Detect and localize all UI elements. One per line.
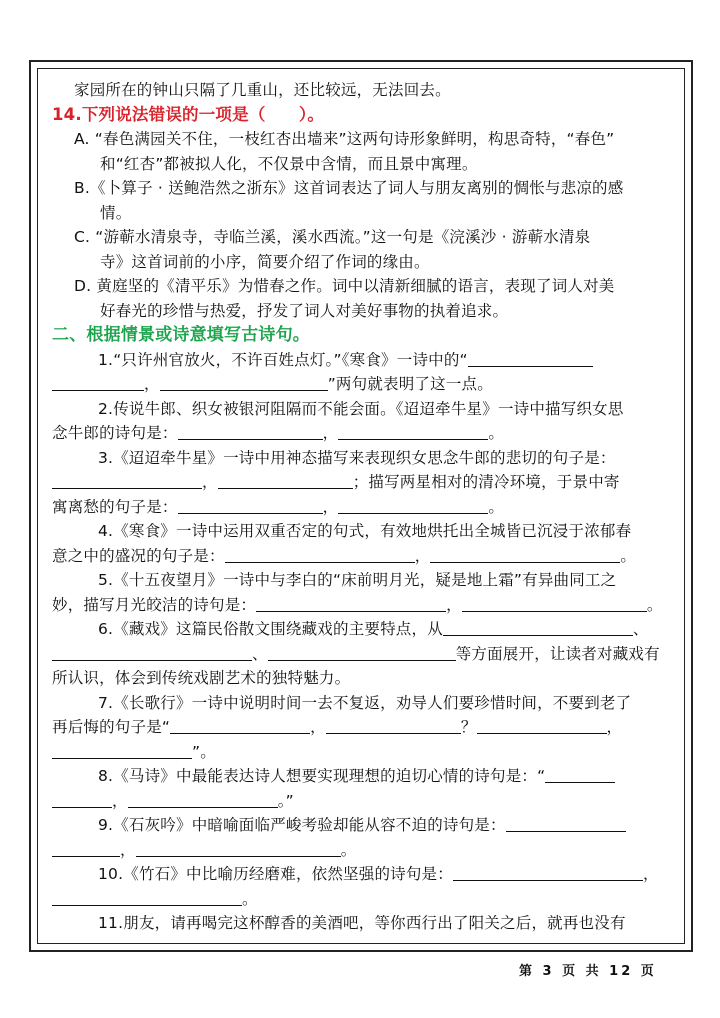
option-b: B.《卜算子 · 送鲍浩然之浙东》这首词表达了词人与朋友离别的惆怅与悲凉的感 <box>74 179 624 197</box>
item-6-cont: 、 等方面展开，让读者对藏戏有 <box>52 642 672 667</box>
item-5-cont: 妙，描写月光皎洁的诗句是： ， 。 <box>52 595 663 614</box>
answer-blank[interactable] <box>52 791 112 808</box>
option-a: A. “春色满园关不住，一枝红杏出墙来”这两句诗形象鲜明，构思奇特，“春色” <box>74 130 615 148</box>
item-6: 6.《藏戏》这篇民俗散文围绕藏戏的主要特点，从 、 <box>98 620 649 638</box>
worksheet-content <box>52 78 672 936</box>
answer-blank[interactable] <box>443 619 633 636</box>
item-1-cont: ， ”两句就表明了这一点。 <box>52 372 672 397</box>
answer-blank[interactable] <box>52 889 242 906</box>
item-7-cont2: ”。 <box>52 740 672 765</box>
item-8: 8.《马诗》中最能表达诗人想要实现理想的迫切心情的诗句是：“ <box>52 764 672 789</box>
answer-blank[interactable] <box>338 497 488 514</box>
answer-blank[interactable] <box>430 546 620 563</box>
answer-blank[interactable] <box>462 595 647 612</box>
answer-blank[interactable] <box>52 472 202 489</box>
answer-blank[interactable] <box>160 374 328 391</box>
item-3-cont2: 寓离愁的句子是： ， 。 <box>52 497 505 516</box>
answer-blank[interactable] <box>178 497 323 514</box>
answer-blank[interactable] <box>52 374 144 391</box>
section-2-title: 二、根据情景或诗意填写古诗句。 <box>52 325 310 345</box>
answer-blank[interactable] <box>52 644 252 661</box>
item-5: 5.《十五夜望月》一诗中与李白的“床前明月光，疑是地上霜”有异曲同工之 <box>98 571 617 589</box>
option-b-cont: 情。 <box>100 203 132 222</box>
page-number: 第 3 页 共 12 页 <box>519 964 657 979</box>
answer-blank[interactable] <box>268 644 456 661</box>
answer-blank[interactable] <box>128 791 278 808</box>
option-a-cont: 和“红杏”都被拟人化，不仅景中含情，而且景中寓理。 <box>100 154 478 173</box>
answer-blank[interactable] <box>256 595 446 612</box>
answer-blank[interactable] <box>338 423 488 440</box>
item-7-cont: 再后悔的句子是“ ， ？ ， <box>52 718 623 736</box>
item-11: 11.朋友，请再喝完这杯醇香的美酒吧，等你西行出了阳关之后，就再也没有 <box>98 914 626 932</box>
answer-blank[interactable] <box>170 717 310 734</box>
item-3-cont: ， ；描写两星相对的清冷环境，于景中寄 <box>52 470 672 495</box>
item-4: 4.《寒食》一诗中运用双重否定的句式，有效地烘托出全城皆已沉浸于浓郁春 <box>98 522 632 540</box>
option-c: C. “游蕲水清泉寺，寺临兰溪，溪水西流。”这一句是《浣溪沙 · 游蕲水清泉 <box>74 228 591 246</box>
option-c-cont: 寺》这首词前的小序，简要介绍了作词的缘由。 <box>100 252 430 271</box>
item-4-cont: 意之中的盛况的句子是： ， 。 <box>52 546 637 565</box>
item-9-cont: ， 。 <box>52 838 672 863</box>
item-9: 9.《石灰吟》中暗喻面临严峻考验却能从容不迫的诗句是： <box>52 813 672 838</box>
item-3: 3.《迢迢牵牛星》一诗中用神态描写来表现织女思念牛郎的悲切的句子是： <box>98 448 616 467</box>
answer-blank[interactable] <box>178 423 323 440</box>
answer-blank[interactable] <box>326 717 461 734</box>
answer-blank[interactable] <box>218 472 353 489</box>
text-line: 家园所在的钟山只隔了几重山，还比较远，无法回去。 <box>74 81 451 99</box>
answer-blank[interactable] <box>506 815 626 832</box>
item-6-cont2: 所认识，体会到传统戏剧艺术的独特魅力。 <box>52 669 351 687</box>
question-14-title: 14.下列说法错误的一项是（ ）。 <box>52 104 325 124</box>
item-2: 2.传说牛郎、织女被银河阻隔而不能会面。《迢迢牵牛星》一诗中描写织女思 <box>98 399 624 418</box>
item-2-cont: 念牛郎的诗句是： ， 。 <box>52 424 505 442</box>
answer-blank[interactable] <box>453 864 643 881</box>
answer-blank[interactable] <box>477 717 607 734</box>
answer-blank[interactable] <box>52 840 120 857</box>
answer-blank[interactable] <box>52 742 192 759</box>
answer-blank[interactable] <box>136 840 341 857</box>
item-7: 7.《长歌行》一诗中说明时间一去不复返，劝导人们要珍惜时间，不要到老了 <box>98 693 632 712</box>
item-10-cont: 。 <box>52 887 672 912</box>
answer-blank[interactable] <box>468 350 593 367</box>
answer-blank[interactable] <box>225 546 415 563</box>
item-1: 1.“只许州官放火，不许百姓点灯。”《寒食》一诗中的“ <box>52 348 672 373</box>
item-10: 10.《竹石》中比喻历经磨难，依然坚强的诗句是： ， <box>98 865 659 883</box>
item-8-cont: ， 。” <box>52 789 672 814</box>
answer-blank[interactable] <box>545 766 615 783</box>
option-d-cont: 好春光的珍惜与热爱，抒发了词人对美好事物的执着追求。 <box>100 301 509 320</box>
option-d: D. 黄庭坚的《清平乐》为惜春之作。词中以清新细腻的语言，表现了词人对美 <box>74 277 615 295</box>
